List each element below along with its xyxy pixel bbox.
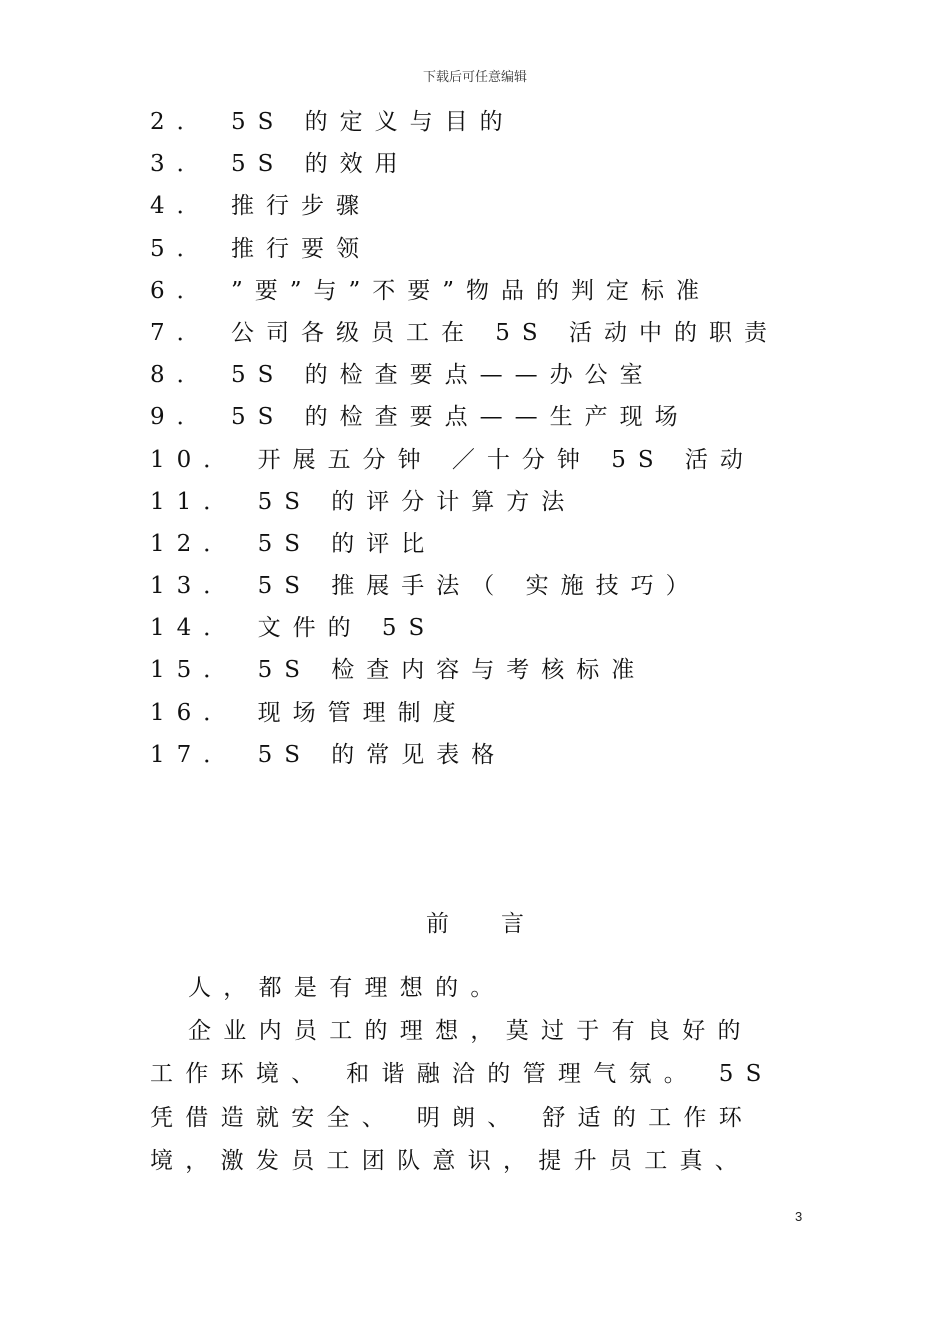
table-of-contents [150, 103, 779, 778]
body-line: 境，激发员工团队意识，提升员工真、 [150, 1147, 751, 1174]
body-line: 凭借造就安全、 明朗、 舒适的工作环 [150, 1104, 755, 1131]
toc-item: 7． 公司各级员工在 5S 活动中的职责 [150, 319, 779, 346]
page-header: 下载后可任意编辑 [422, 70, 527, 85]
toc-item: 6． ”要”与”不要”物品的判定标准 [150, 277, 711, 304]
toc-item: 5． 推行要领 [150, 235, 371, 262]
toc-item: 9． 5S 的检查要点——生产现场 [150, 404, 690, 431]
page-number: 3 [795, 1209, 803, 1224]
body-paragraph [150, 967, 790, 1183]
body-line: 企业内员工的理想，莫过于有良好的 [188, 1018, 753, 1045]
body-line: 人，都是有理想的。 [188, 975, 506, 1001]
section-title: 前言 [426, 911, 576, 937]
toc-item: 10． 开展五分钟 ／十分钟 5S 活动 [150, 446, 755, 473]
toc-item: 14． 文件的 5S [150, 615, 437, 642]
toc-item: 16． 现场管理制度 [150, 699, 468, 726]
toc-item: 2． 5S 的定义与目的 [150, 109, 515, 135]
toc-item: 13． 5S 推展手法（ 实施技巧） [150, 573, 701, 600]
toc-item: 12． 5S 的评比 [150, 530, 437, 557]
toc-item: 3． 5S 的效用 [150, 151, 410, 178]
toc-item: 11． 5S 的评分计算方法 [150, 488, 577, 515]
body-line: 工作环境、 和谐融洽的管理气氛。 5S [150, 1061, 774, 1088]
toc-item: 15． 5S 检查内容与考核标准 [150, 657, 647, 684]
toc-item: 17． 5S 的常见表格 [150, 741, 507, 768]
toc-item: 8． 5S 的检查要点——办公室 [150, 362, 655, 389]
toc-item: 4． 推行步骤 [150, 193, 371, 220]
